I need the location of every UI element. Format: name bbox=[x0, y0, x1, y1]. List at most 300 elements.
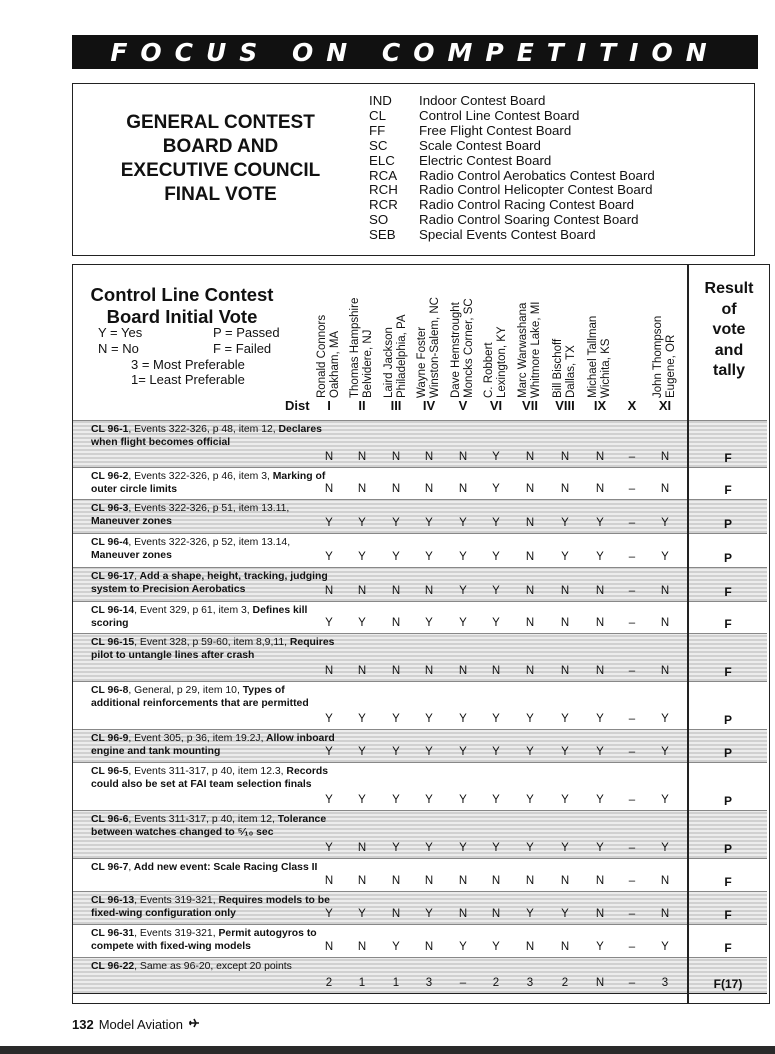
vote-cell: Y bbox=[526, 746, 534, 758]
airplane-icon bbox=[188, 1017, 200, 1032]
row-proposal: Defines kill scoring bbox=[91, 605, 308, 630]
vote-cell: N bbox=[357, 941, 367, 953]
vote-cell: Y bbox=[459, 585, 467, 597]
result-cell: P bbox=[723, 746, 732, 760]
legend-label: Electric Contest Board bbox=[419, 152, 552, 168]
legend-label: Radio Control Racing Contest Board bbox=[419, 197, 635, 213]
row-description bbox=[91, 470, 336, 497]
vote-cell: Y bbox=[459, 517, 467, 529]
row-id: CL 96-5 bbox=[91, 766, 129, 777]
bottom-edge bbox=[0, 1046, 775, 1054]
vote-cell: – bbox=[628, 665, 636, 677]
vote-cell: Y bbox=[561, 551, 569, 563]
vote-cell: 1 bbox=[392, 977, 400, 989]
row-divider bbox=[73, 533, 767, 534]
vote-cell: Y bbox=[459, 617, 467, 629]
vote-cell: Y bbox=[661, 517, 669, 529]
judge-name: Dave Hemstrought bbox=[450, 302, 462, 398]
row-reference: , Events 319-321, bbox=[134, 895, 216, 906]
vote-cell: N bbox=[660, 908, 670, 920]
district-number: II bbox=[358, 398, 366, 413]
result-header bbox=[689, 279, 769, 382]
district-number: IV bbox=[422, 398, 436, 413]
vote-cell: N bbox=[560, 875, 570, 887]
row-reference: , Same as 96-20, except 20 points bbox=[134, 961, 292, 972]
result-cell: F bbox=[724, 875, 732, 889]
vote-cell: N bbox=[660, 483, 670, 495]
row-proposal: Maneuver zones bbox=[91, 550, 172, 562]
row-divider bbox=[73, 891, 767, 892]
row-reference: , Event 329, p 61, item 3, bbox=[134, 605, 250, 616]
magazine-name: Model Aviation bbox=[98, 1017, 184, 1032]
vote-cell: Y bbox=[358, 551, 366, 563]
judge-location: Whitmore Lake, MI bbox=[530, 301, 542, 398]
legend-code: FF bbox=[369, 122, 386, 138]
vote-cell: Y bbox=[561, 517, 569, 529]
key-failed: F = Failed bbox=[213, 341, 272, 356]
vote-cell: N bbox=[391, 617, 401, 629]
result-divider bbox=[687, 265, 689, 1004]
district-number: VI bbox=[489, 398, 503, 413]
row-proposal: Add a shape, height, tracking, judging system to Precision Aerobatics bbox=[91, 571, 328, 596]
row-reference: , Events 311-317, p 40, item 12, bbox=[128, 814, 275, 825]
vote-cell: Y bbox=[358, 617, 366, 629]
vote-cell: – bbox=[628, 977, 636, 989]
result-header-line: and bbox=[714, 341, 744, 359]
vote-cell: N bbox=[424, 665, 434, 677]
vote-cell: 1 bbox=[358, 977, 366, 989]
vote-cell: Y bbox=[492, 483, 500, 495]
result-cell: F bbox=[724, 941, 732, 955]
result-cell: F(17) bbox=[713, 977, 743, 991]
vote-cell: N bbox=[391, 875, 401, 887]
legend-code: RCH bbox=[369, 182, 398, 198]
row-divider bbox=[73, 924, 767, 925]
vote-cell: – bbox=[628, 551, 636, 563]
vote-cell: N bbox=[424, 585, 434, 597]
judge-name: Michael Tallman bbox=[587, 315, 599, 398]
judge-label bbox=[552, 339, 578, 398]
vote-cell: N bbox=[491, 875, 501, 887]
vote-cell: Y bbox=[459, 794, 467, 806]
result-header-line: Result bbox=[704, 280, 754, 297]
judge-label bbox=[517, 302, 543, 399]
vote-cell: N bbox=[391, 585, 401, 597]
row-reference: , General, p 29, item 10, bbox=[128, 685, 240, 696]
vote-cell: – bbox=[628, 794, 636, 806]
vote-cell: Y bbox=[425, 794, 433, 806]
legend-item bbox=[369, 183, 655, 198]
judge-name: Marc Warwashana bbox=[517, 302, 529, 398]
vote-cell: Y bbox=[561, 908, 569, 920]
vote-cell: Y bbox=[459, 551, 467, 563]
vote-cell: 2 bbox=[561, 977, 569, 989]
legend-item bbox=[369, 94, 655, 109]
judge-label bbox=[383, 314, 409, 398]
row-id: CL 96-14 bbox=[91, 605, 135, 616]
vote-cell: N bbox=[525, 875, 535, 887]
vote-table bbox=[72, 264, 770, 1004]
vote-cell: N bbox=[458, 665, 468, 677]
legend-title-line: BOARD AND bbox=[162, 136, 279, 157]
vote-cell: N bbox=[525, 483, 535, 495]
vote-cell: Y bbox=[661, 551, 669, 563]
vote-cell: N bbox=[560, 665, 570, 677]
vote-cell: Y bbox=[561, 746, 569, 758]
vote-cell: N bbox=[595, 585, 605, 597]
legend-code: SO bbox=[369, 212, 389, 228]
vote-cell: N bbox=[324, 941, 334, 953]
judge-name: Wayne Foster bbox=[416, 326, 428, 398]
legend-list bbox=[369, 94, 655, 243]
vote-cell: Y bbox=[492, 585, 500, 597]
vote-cell: N bbox=[357, 665, 367, 677]
vote-cell: Y bbox=[392, 941, 400, 953]
vote-cell: Y bbox=[526, 794, 534, 806]
vote-cell: N bbox=[324, 875, 334, 887]
row-description bbox=[91, 684, 336, 711]
page-number: 132 bbox=[72, 1017, 94, 1032]
judge-label bbox=[316, 315, 342, 398]
district-number: VIII bbox=[555, 398, 575, 413]
table-title-line: Control Line Contest bbox=[90, 284, 274, 305]
section-banner: FOCUS ON COMPETITION bbox=[72, 35, 758, 69]
judge-label bbox=[349, 298, 375, 398]
row-divider bbox=[73, 567, 767, 568]
vote-cell: Y bbox=[325, 713, 333, 725]
vote-cell: N bbox=[391, 451, 401, 463]
vote-cell: N bbox=[357, 483, 367, 495]
legend-item bbox=[369, 124, 655, 139]
legend-code: RCR bbox=[369, 197, 398, 213]
key-passed: P = Passed bbox=[213, 325, 280, 340]
vote-cell: Y bbox=[459, 842, 467, 854]
vote-cell: Y bbox=[661, 713, 669, 725]
row-description bbox=[91, 960, 336, 973]
vote-cell: Y bbox=[492, 713, 500, 725]
row-divider bbox=[73, 499, 767, 500]
vote-cell: N bbox=[324, 585, 334, 597]
vote-cell: Y bbox=[425, 551, 433, 563]
vote-cell: N bbox=[525, 941, 535, 953]
row-reference: , Events 322-326, p 48, item 12, bbox=[128, 424, 276, 435]
result-cell: F bbox=[724, 665, 732, 679]
judge-location: Belvidere, NJ bbox=[362, 329, 374, 398]
vote-cell: N bbox=[525, 451, 535, 463]
legend-code: RCA bbox=[369, 167, 398, 183]
row-id: CL 96-3 bbox=[91, 503, 129, 514]
judge-location: Lexington, KY bbox=[496, 326, 508, 398]
legend-title-line: EXECUTIVE COUNCIL bbox=[120, 160, 321, 181]
row-description bbox=[91, 502, 336, 529]
judge-label bbox=[416, 297, 442, 398]
vote-cell: N bbox=[391, 483, 401, 495]
vote-cell: – bbox=[628, 746, 636, 758]
vote-cell: N bbox=[424, 875, 434, 887]
row-reference: , Events 322-326, p 46, item 3, bbox=[128, 471, 270, 482]
row-divider bbox=[73, 467, 767, 468]
vote-cell: N bbox=[458, 483, 468, 495]
vote-cell: N bbox=[660, 665, 670, 677]
vote-cell: N bbox=[458, 908, 468, 920]
legend-code: ELC bbox=[369, 152, 395, 168]
row-description bbox=[91, 894, 336, 921]
vote-cell: Y bbox=[526, 713, 534, 725]
vote-cell: N bbox=[595, 977, 605, 989]
vote-cell: – bbox=[628, 941, 636, 953]
legend-item bbox=[369, 228, 655, 243]
vote-cell: Y bbox=[459, 746, 467, 758]
vote-cell: N bbox=[595, 451, 605, 463]
judge-location: Oakham, MA bbox=[329, 330, 341, 398]
vote-cell: N bbox=[324, 451, 334, 463]
row-divider bbox=[73, 957, 767, 958]
row-divider bbox=[73, 601, 767, 602]
vote-cell: Y bbox=[459, 941, 467, 953]
vote-cell: N bbox=[525, 517, 535, 529]
vote-cell: Y bbox=[661, 746, 669, 758]
district-number: IX bbox=[593, 398, 607, 413]
vote-cell: – bbox=[628, 517, 636, 529]
vote-cell: N bbox=[660, 451, 670, 463]
result-header-line: tally bbox=[712, 362, 745, 379]
key-no: N = No bbox=[98, 341, 139, 356]
result-cell: F bbox=[724, 483, 732, 497]
judge-label bbox=[483, 326, 509, 398]
vote-cell: Y bbox=[661, 941, 669, 953]
vote-cell: Y bbox=[459, 713, 467, 725]
vote-cell: Y bbox=[596, 551, 604, 563]
row-id: CL 96-6 bbox=[91, 814, 129, 825]
vote-cell: N bbox=[595, 875, 605, 887]
row-reference: , Event 305, p 36, item 19.2J, bbox=[128, 733, 264, 744]
row-id: CL 96-22 bbox=[91, 961, 135, 972]
vote-cell: Y bbox=[392, 713, 400, 725]
vote-cell: Y bbox=[596, 713, 604, 725]
judge-name: Thomas Hampshire bbox=[349, 297, 361, 398]
legend-label: Radio Control Soaring Contest Board bbox=[419, 212, 639, 228]
row-description bbox=[91, 636, 336, 663]
vote-cell: N bbox=[357, 585, 367, 597]
vote-cell: N bbox=[491, 908, 501, 920]
legend-code: SEB bbox=[369, 227, 396, 243]
legend-item bbox=[369, 213, 655, 228]
result-cell: P bbox=[723, 713, 732, 727]
legend-label: Special Events Contest Board bbox=[419, 227, 596, 243]
page-footer bbox=[72, 1017, 200, 1032]
vote-cell: Y bbox=[596, 794, 604, 806]
district-number: X bbox=[627, 398, 637, 413]
vote-cell: N bbox=[595, 617, 605, 629]
row-id: CL 96-1 bbox=[91, 424, 129, 435]
vote-cell: Y bbox=[492, 842, 500, 854]
vote-cell: N bbox=[424, 941, 434, 953]
vote-cell: Y bbox=[492, 517, 500, 529]
vote-cell: Y bbox=[561, 842, 569, 854]
vote-cell: Y bbox=[325, 794, 333, 806]
vote-cell: Y bbox=[596, 941, 604, 953]
judge-location: Dallas, TX bbox=[565, 345, 577, 398]
row-divider bbox=[73, 858, 767, 859]
legend-item bbox=[369, 154, 655, 169]
row-reference: , bbox=[134, 571, 138, 582]
vote-cell: N bbox=[391, 665, 401, 677]
row-id: CL 96-2 bbox=[91, 471, 129, 482]
judge-name: Bill Bischoff bbox=[552, 338, 564, 398]
row-description bbox=[91, 813, 336, 840]
vote-cell: Y bbox=[358, 794, 366, 806]
vote-cell: N bbox=[424, 483, 434, 495]
result-cell: P bbox=[723, 517, 732, 531]
result-cell: P bbox=[723, 794, 732, 808]
row-divider bbox=[73, 762, 767, 763]
vote-cell: 3 bbox=[661, 977, 669, 989]
row-proposal: Requires pilot to untangle lines after crash bbox=[91, 637, 335, 662]
vote-cell: N bbox=[491, 665, 501, 677]
vote-cell: – bbox=[628, 483, 636, 495]
district-number: V bbox=[458, 398, 468, 413]
vote-cell: Y bbox=[392, 551, 400, 563]
row-divider bbox=[73, 681, 767, 682]
vote-cell: N bbox=[560, 451, 570, 463]
vote-cell: Y bbox=[425, 617, 433, 629]
vote-cell: N bbox=[525, 665, 535, 677]
judge-name: C. Robbert bbox=[483, 342, 495, 398]
vote-cell: – bbox=[628, 617, 636, 629]
legend-label: Control Line Contest Board bbox=[419, 107, 580, 123]
vote-cell: N bbox=[560, 617, 570, 629]
row-description bbox=[91, 732, 336, 759]
vote-cell: Y bbox=[392, 794, 400, 806]
vote-cell: Y bbox=[596, 746, 604, 758]
vote-cell: Y bbox=[526, 842, 534, 854]
table-title bbox=[87, 284, 277, 328]
judge-location: Philadelphia, PA bbox=[396, 314, 408, 398]
vote-cell: N bbox=[324, 665, 334, 677]
vote-cell: N bbox=[324, 483, 334, 495]
vote-cell: N bbox=[525, 617, 535, 629]
legend-title-line: FINAL VOTE bbox=[164, 184, 277, 205]
judge-label bbox=[587, 316, 613, 398]
row-description bbox=[91, 861, 336, 874]
row-id: CL 96-31 bbox=[91, 928, 135, 939]
row-proposal: Allow inboard engine and tank mounting bbox=[91, 733, 335, 758]
vote-cell: Y bbox=[661, 794, 669, 806]
row-reference: , Events 319-321, bbox=[134, 928, 216, 939]
row-proposal: Maneuver zones bbox=[91, 516, 172, 528]
row-description bbox=[91, 570, 336, 597]
legend-code: SC bbox=[369, 137, 388, 153]
row-id: CL 96-8 bbox=[91, 685, 129, 696]
contest-board-legend bbox=[72, 83, 755, 256]
row-divider bbox=[73, 633, 767, 634]
vote-cell: N bbox=[525, 551, 535, 563]
vote-cell: 3 bbox=[425, 977, 433, 989]
vote-cell: Y bbox=[425, 746, 433, 758]
legend-label: Indoor Contest Board bbox=[419, 93, 546, 108]
row-proposal: Requires models to be fixed-wing configuration only bbox=[91, 895, 330, 920]
row-divider bbox=[73, 810, 767, 811]
result-cell: F bbox=[724, 617, 732, 631]
legend-code: CL bbox=[369, 107, 386, 123]
vote-cell: N bbox=[357, 451, 367, 463]
vote-cell: N bbox=[660, 585, 670, 597]
vote-cell: N bbox=[595, 908, 605, 920]
result-cell: F bbox=[724, 585, 732, 599]
vote-cell: Y bbox=[492, 551, 500, 563]
result-header-line: of bbox=[721, 300, 737, 318]
vote-cell: Y bbox=[325, 617, 333, 629]
vote-cell: Y bbox=[492, 794, 500, 806]
row-divider bbox=[73, 729, 767, 730]
vote-cell: – bbox=[628, 842, 636, 854]
legend-title-line: GENERAL CONTEST bbox=[126, 112, 315, 133]
legend-title bbox=[103, 111, 338, 207]
vote-cell: Y bbox=[561, 713, 569, 725]
vote-cell: 3 bbox=[526, 977, 534, 989]
vote-cell: N bbox=[424, 451, 434, 463]
legend-item bbox=[369, 139, 655, 154]
legend-item bbox=[369, 169, 655, 184]
row-proposal: Records could also be set at FAI team selection finals bbox=[91, 766, 329, 791]
vote-cell: Y bbox=[325, 551, 333, 563]
vote-cell: Y bbox=[358, 908, 366, 920]
row-proposal: Add new event: Scale Racing Class II bbox=[131, 862, 318, 873]
vote-cell: Y bbox=[358, 517, 366, 529]
vote-cell: Y bbox=[425, 842, 433, 854]
row-id: CL 96-13 bbox=[91, 895, 135, 906]
vote-cell: Y bbox=[325, 908, 333, 920]
row-description bbox=[91, 536, 336, 563]
vote-cell: – bbox=[628, 713, 636, 725]
vote-cell: Y bbox=[358, 746, 366, 758]
vote-cell: N bbox=[458, 451, 468, 463]
vote-cell: N bbox=[660, 875, 670, 887]
vote-cell: Y bbox=[596, 842, 604, 854]
vote-cell: N bbox=[595, 483, 605, 495]
vote-cell: – bbox=[459, 977, 467, 989]
row-description bbox=[91, 765, 336, 792]
judge-label bbox=[652, 316, 678, 398]
vote-cell: Y bbox=[561, 794, 569, 806]
vote-cell: N bbox=[391, 908, 401, 920]
vote-cell: Y bbox=[392, 517, 400, 529]
judge-location: Eugene, OR bbox=[665, 334, 677, 398]
vote-cell: N bbox=[357, 842, 367, 854]
legend-code: IND bbox=[369, 93, 392, 108]
legend-item bbox=[369, 198, 655, 213]
vote-cell: Y bbox=[492, 941, 500, 953]
vote-cell: – bbox=[628, 908, 636, 920]
row-proposal: Permit autogyros to compete with fixed-wing models bbox=[91, 928, 317, 953]
vote-cell: – bbox=[628, 451, 636, 463]
vote-cell: N bbox=[560, 941, 570, 953]
row-id: CL 96-17 bbox=[91, 571, 135, 582]
vote-cell: N bbox=[560, 585, 570, 597]
row-reference: , Events 322-326, p 52, item 13.14, bbox=[128, 537, 291, 548]
judge-name: Ronald Connors bbox=[316, 314, 328, 398]
vote-cell: Y bbox=[325, 842, 333, 854]
vote-cell: Y bbox=[661, 842, 669, 854]
table-title-line: Board Initial Vote bbox=[106, 306, 258, 327]
key-yes: Y = Yes bbox=[98, 325, 143, 340]
row-description bbox=[91, 604, 336, 631]
result-header-line: vote bbox=[712, 321, 746, 338]
vote-cell: Y bbox=[392, 746, 400, 758]
vote-cell: Y bbox=[358, 713, 366, 725]
district-number: I bbox=[327, 398, 331, 413]
vote-cell: Y bbox=[392, 842, 400, 854]
